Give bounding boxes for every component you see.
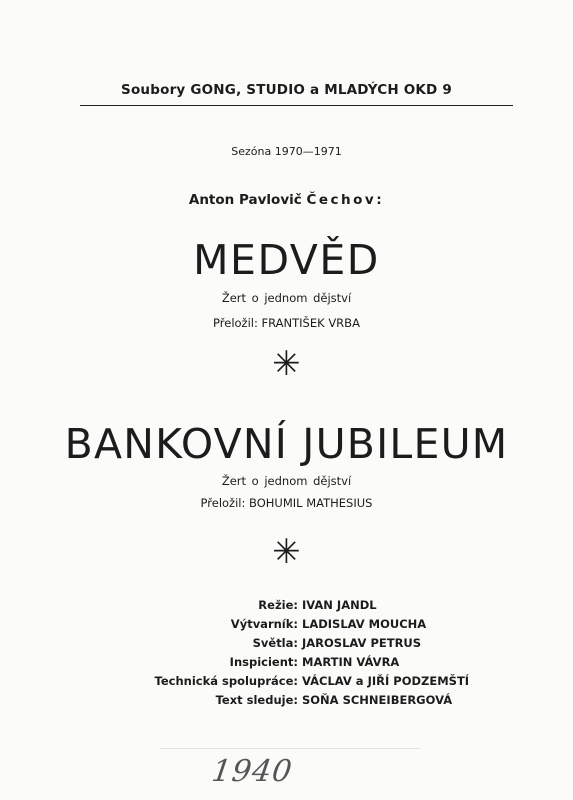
credit-row xyxy=(0,636,573,654)
credit-name: LADISLAV MOUCHA xyxy=(302,617,427,631)
play2-translator-line xyxy=(0,496,573,510)
ensemble-heading: Soubory GONG, STUDIO a MLADÝCH OKD 9 xyxy=(121,82,452,98)
handwritten-note: 1940 xyxy=(209,754,295,789)
author-surname: Čechov: xyxy=(306,192,385,208)
faint-divider xyxy=(160,748,420,749)
credit-row xyxy=(0,598,573,616)
credit-role: Režie: xyxy=(258,598,298,612)
play2-translator-name: BOHUMIL MATHESIUS xyxy=(249,496,373,510)
credit-name: VÁCLAV a JIŘÍ PODZEMŠTÍ xyxy=(302,674,470,688)
header-rule xyxy=(80,105,513,106)
play2-translator-label: Přeložil: xyxy=(200,496,246,510)
play1-translator-name: FRANTIŠEK VRBA xyxy=(261,316,360,330)
credit-name: SOŇA SCHNEIBERGOVÁ xyxy=(302,693,453,707)
credit-row xyxy=(0,693,573,711)
credit-row xyxy=(0,655,573,673)
credit-row xyxy=(0,674,573,692)
credit-role: Technická spolupráce: xyxy=(154,674,298,688)
play2-subtitle: Žert o jednom dějství xyxy=(221,474,352,488)
play1-title: MEDVĚD xyxy=(193,236,380,284)
credit-role: Světla: xyxy=(252,636,298,650)
credit-role: Text sleduje: xyxy=(215,693,298,707)
season-label: Sezóna 1970—1971 xyxy=(231,145,342,158)
play1-translator-line xyxy=(0,316,573,330)
credit-name: MARTIN VÁVRA xyxy=(302,655,400,669)
asterisk-separator-icon: ✳ xyxy=(272,344,301,384)
author-given-names: Anton Pavlovič xyxy=(188,192,302,208)
play1-translator-label: Přeložil: xyxy=(213,316,258,330)
play1-subtitle: Žert o jednom dějství xyxy=(221,291,352,305)
credit-name: JAROSLAV PETRUS xyxy=(302,636,422,650)
asterisk-separator-icon: ✳ xyxy=(272,532,301,572)
credit-name: IVAN JANDL xyxy=(302,598,377,612)
credit-role: Výtvarník: xyxy=(230,617,298,631)
play2-title: BANKOVNÍ JUBILEUM xyxy=(64,420,509,468)
credit-role: Inspicient: xyxy=(229,655,298,669)
credit-row xyxy=(0,617,573,635)
author-line xyxy=(0,192,573,208)
